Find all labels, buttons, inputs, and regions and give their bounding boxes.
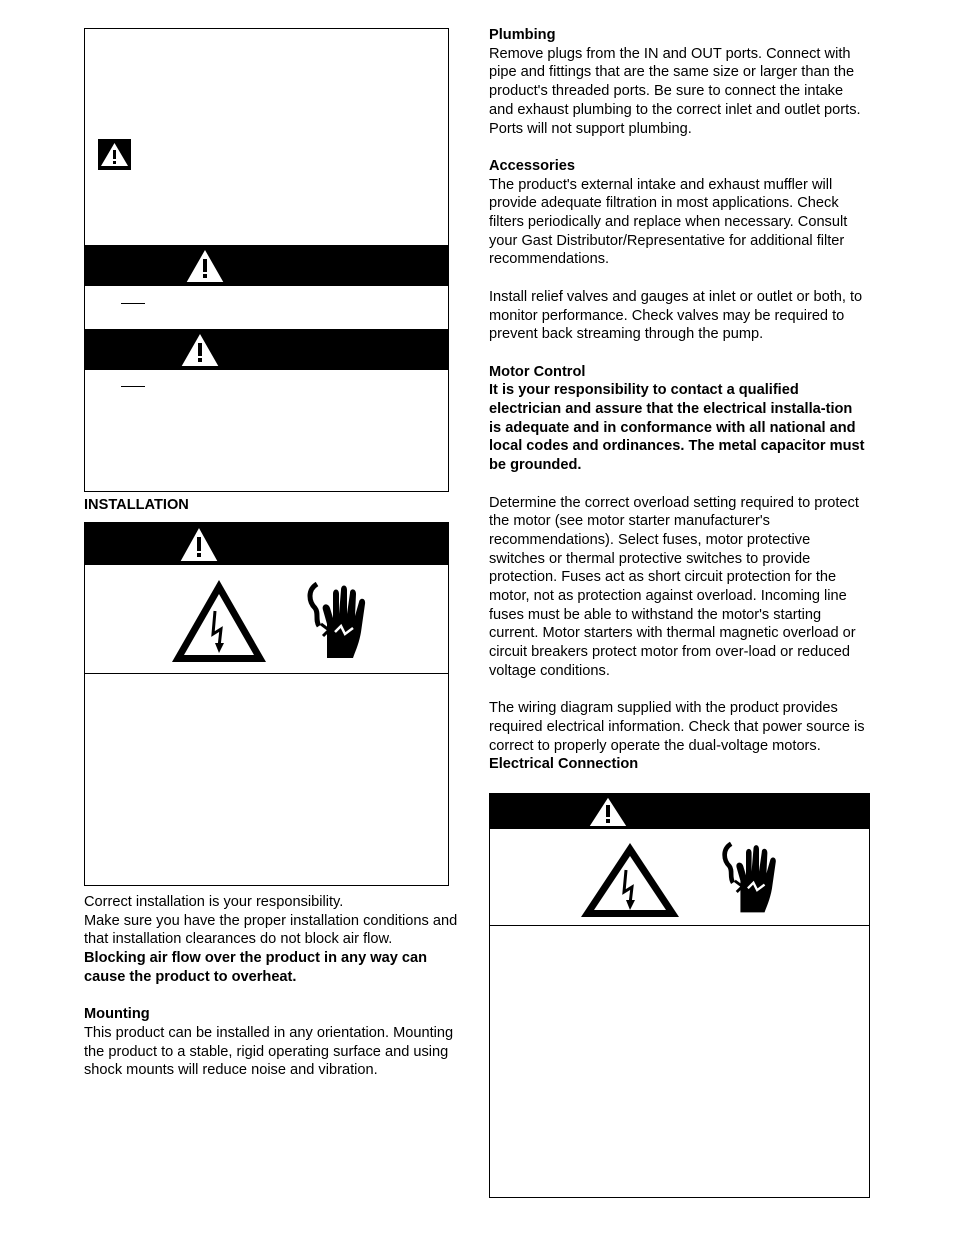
underline-rule xyxy=(121,303,145,304)
warning-header-bar xyxy=(85,329,448,370)
overload-text: Determine the correct overload setting required to protect the motor (see motor starter manufacturer's recommendations). Select fuses, motor protective switches or thermal protective switches to provide protection. Fuses act as short circuit protection for the motor, not as protection against overload. Incoming line fuses must be able to withstand the motor's starting current. Motor starters with thermal magnetic overload or circuit breakers protect motor from over-load or reduced voltage conditions. xyxy=(489,494,859,679)
warning-header-bar xyxy=(85,523,448,565)
body-text: Correct installation is your responsibility. xyxy=(84,894,344,910)
electrical-hazard-box xyxy=(489,793,870,1198)
installation-heading: INSTALLATION xyxy=(84,497,189,513)
warning-header-bar xyxy=(490,794,869,829)
motor-control-heading: Motor Control xyxy=(489,363,586,380)
electrical-connection-heading: Electrical Connection xyxy=(489,756,639,773)
warning-icon xyxy=(177,524,221,564)
shock-hand-icon xyxy=(710,840,782,918)
relief-valves-text: Install relief valves and gauges at inlet or outlet or both, to monitor performance. Check valves may be required to prevent back streaming through the pump. xyxy=(489,288,863,343)
plumbing-text: Remove plugs from the IN and OUT ports. Connect with pipe and fittings that are the same size or larger than the product's threaded ports. Be sure to connect the intake and exhaust plumbing to the correct inlet and outlet ports. Ports will not support plumbing. xyxy=(489,45,861,137)
warning-icon xyxy=(183,246,227,285)
motor-control-bold-text: It is your responsibility to contact a qualified electrician and assure that the electrical installa-tion is adequate and in conformance with all national and local codes and ordinances. The metal capacitor must be grounded. xyxy=(489,382,865,474)
warning-icon xyxy=(586,794,630,829)
divider xyxy=(490,925,869,926)
underline-rule xyxy=(121,386,145,387)
warning-header-bar xyxy=(85,245,448,286)
installation-body xyxy=(84,893,460,1080)
accessories-heading: Accessories xyxy=(489,157,576,174)
body-text: Make sure you have the proper installation conditions and that installation clearances do not block air flow. xyxy=(84,912,458,948)
mounting-heading: Mounting xyxy=(84,1006,150,1023)
wiring-text: The wiring diagram supplied with the product provides required electrical information. Check that power source is correct to properly operate the dual-voltage motors. xyxy=(489,700,865,754)
shock-hand-icon xyxy=(297,580,369,664)
right-column-text xyxy=(489,26,867,774)
electrical-hazard-icon xyxy=(169,577,269,665)
electrical-hazard-icon xyxy=(578,840,682,920)
warning-icon xyxy=(98,139,131,170)
mounting-text: This product can be installed in any orientation. Mounting the product to a stable, rigid operating surface and using shock mounts will reduce noise and vibration. xyxy=(84,1024,454,1079)
warning-icon xyxy=(178,330,222,369)
body-bold-text: Blocking air flow over the product in any way can cause the product to overheat. xyxy=(84,950,428,985)
installation-hazard-box xyxy=(84,522,449,886)
plumbing-heading: Plumbing xyxy=(489,27,556,43)
divider xyxy=(85,673,448,674)
accessories-text: The product's external intake and exhaust muffler will provide adequate filtration in most applications. Check filters periodically and replace when necessary. Consult your Gast Distributor/Representative for additional filter recommendations. xyxy=(489,176,848,268)
safety-warnings-box xyxy=(84,28,449,492)
